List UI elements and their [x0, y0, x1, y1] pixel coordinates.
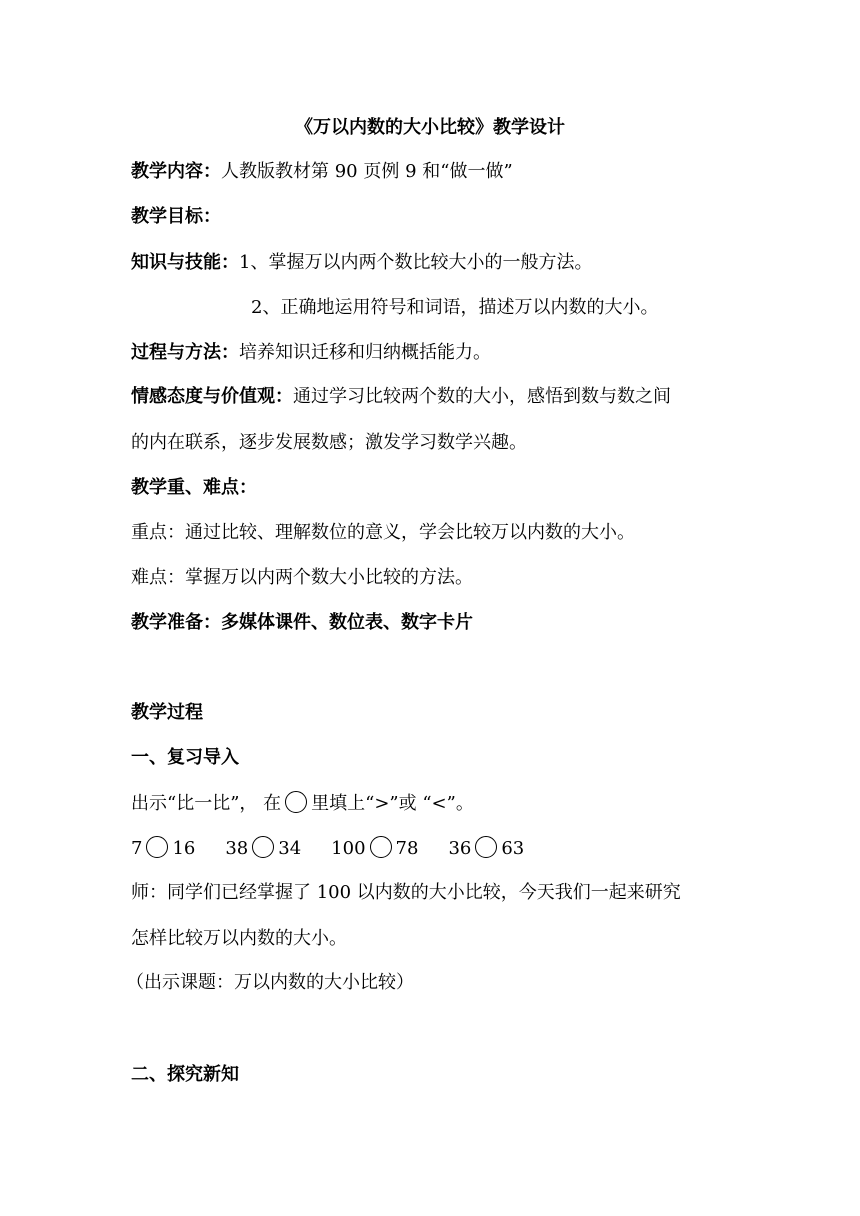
instruction-before: 出示“比一比”， 在	[131, 793, 282, 814]
comparison-left: 7	[131, 838, 143, 859]
process-label: 过程与方法：	[131, 342, 239, 363]
section-1-heading: 一、复习导入	[131, 747, 239, 768]
comparison-row	[131, 837, 554, 861]
comparison-item	[225, 837, 301, 861]
comparison-right: 34	[278, 838, 302, 859]
skills-item-2: 2、正确地运用符号和词语，描述万以内数的大小。	[251, 297, 659, 318]
teaching-content	[131, 160, 513, 184]
section-2-heading: 二、探究新知	[131, 1064, 239, 1085]
comparison-left: 100	[331, 838, 366, 859]
blank-circle-icon	[146, 836, 168, 858]
teacher-line-2: 怎样比较万以内数的大小。	[131, 928, 347, 949]
blank-circle-icon	[475, 836, 497, 858]
blank-circle-icon	[370, 836, 392, 858]
goals-heading: 教学目标：	[131, 206, 221, 227]
comparison-right: 63	[501, 838, 525, 859]
emotion-line-2: 的内在联系，逐步发展数感；激发学习数学兴趣。	[131, 432, 527, 453]
emotion-line-1	[131, 385, 671, 409]
blank-circle-icon	[285, 791, 307, 813]
instruction-after: 里填上“>”或 “<”。	[311, 793, 474, 814]
show-instruction	[131, 792, 474, 816]
page-title: 《万以内数的大小比较》教学设计	[295, 117, 565, 138]
content-text: 人教版教材第 90 页例 9 和“做一做”	[221, 161, 513, 182]
skills-item-1: 1、掌握万以内两个数比较大小的一般方法。	[239, 252, 593, 273]
comparison-item	[448, 837, 524, 861]
blank-circle-icon	[252, 836, 274, 858]
comparison-item	[131, 837, 195, 861]
emotion-text-1: 通过学习比较两个数的大小，感悟到数与数之间	[293, 386, 671, 407]
process-heading: 教学过程	[131, 702, 203, 723]
content-label: 教学内容：	[131, 161, 221, 182]
show-topic: （出示课题：万以内数的大小比较）	[126, 972, 414, 993]
difficult-point: 难点：掌握万以内两个数大小比较的方法。	[131, 567, 473, 588]
skills-line	[131, 251, 592, 275]
comparison-right: 78	[395, 838, 419, 859]
key-point: 重点：通过比较、理解数位的意义，学会比较万以内数的大小。	[131, 522, 635, 543]
comparison-left: 36	[448, 838, 472, 859]
process-line	[131, 341, 491, 365]
process-text: 培养知识迁移和归纳概括能力。	[239, 342, 491, 363]
comparison-right: 16	[172, 838, 196, 859]
teacher-line-1: 师：同学们已经掌握了 100 以内数的大小比较，今天我们一起来研究	[131, 882, 681, 903]
comparison-item	[331, 837, 418, 861]
key-heading: 教学重、难点：	[131, 477, 257, 498]
emotion-label: 情感态度与价值观：	[131, 386, 293, 407]
skills-label: 知识与技能：	[131, 252, 239, 273]
comparison-left: 38	[225, 838, 249, 859]
teaching-prep: 教学准备：多媒体课件、数位表、数字卡片	[131, 612, 473, 633]
